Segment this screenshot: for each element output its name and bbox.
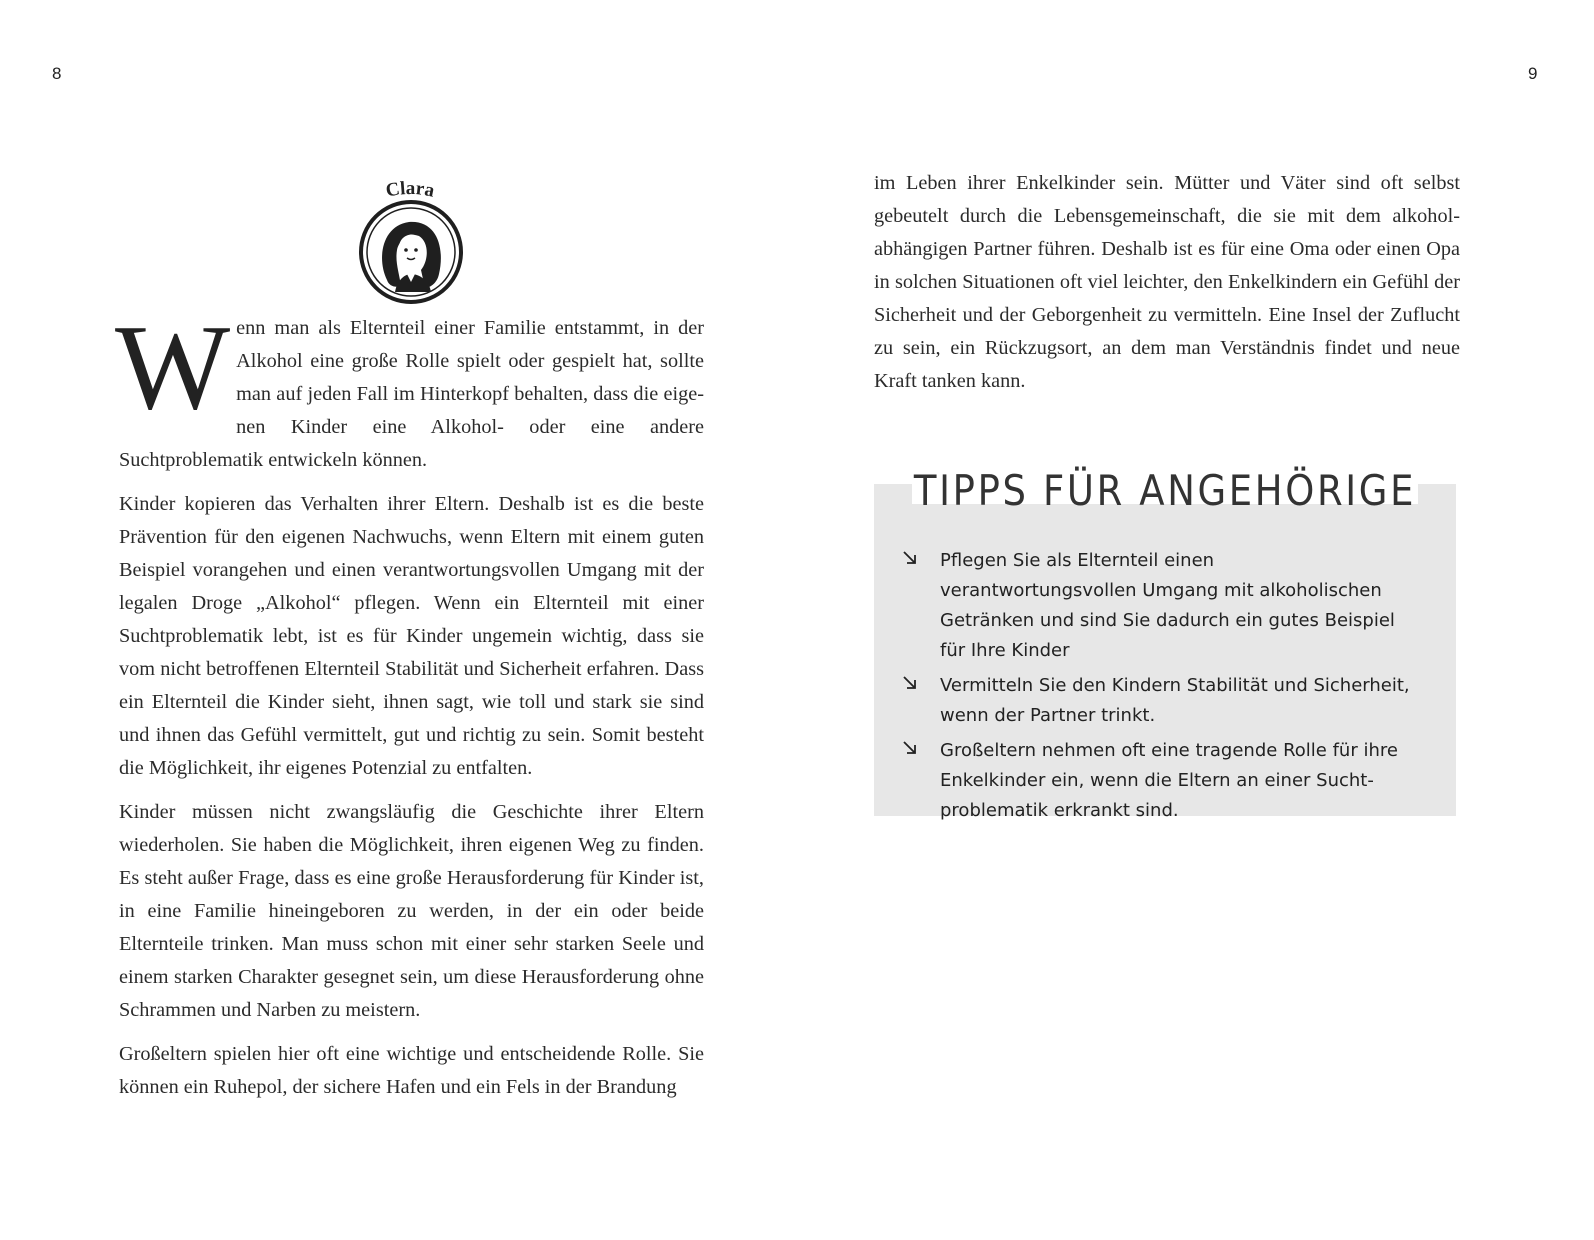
tip-item (902, 736, 1412, 826)
right-column-text (874, 167, 1460, 398)
left-column-text (115, 300, 704, 1115)
woman-portrait-icon (359, 200, 463, 304)
tips-list (902, 546, 1412, 831)
paragraph-continued: im Leben ihrer Enkelkinder sein. Mütter und Väter sind oft selbst gebeutelt durch die Lebensgemeinschaft, die sie mit dem alkoholabhängigen Partner führen. Deshalb ist es für eine Oma oder einen Opa in solchen Situationen oft viel leichter, den Enkelkindern ein Gefühl der Sicherheit und der Geborgenheit zu vermitteln. Eine Insel der Zuflucht zu sein, ein Rückzugsort, an dem man Verständnis findet und neue Kraft tanken kann. (874, 172, 1460, 392)
paragraph-4: Großeltern spielen hier oft eine wichtige und entscheidende Rolle. Sie können ein Ruhepol, der sichere Hafen und ein Fels in der Brandung (119, 1043, 704, 1098)
drop-cap: W (115, 300, 231, 435)
tips-box (874, 466, 1456, 821)
svg-text:Clara: Clara (384, 177, 437, 202)
paragraph-1-text: enn man als Elternteil einer Familie entstammt, in der Alkohol eine große Rolle spielt oder gespielt hat, sollte man auf jeden Fall im Hinterkopf behalten, dass die eigenen Kinder eine Alkohol- oder eine andere Suchtproblematik entwickeln können. (119, 317, 704, 471)
page-number-left: 8 (52, 64, 62, 83)
arrow-down-right-icon (902, 740, 918, 756)
arrow-down-right-icon (902, 675, 918, 691)
author-avatar-block (350, 172, 470, 310)
paragraph-3: Kinder müssen nicht zwangsläufig die Geschichte ihrer Eltern wiederholen. Sie haben die Möglichkeit, ihren eigenen Weg zu finden. Es steht außer Frage, dass es eine große Herausforderung für Kinder ist, in eine Familie hineingeboren zu werden, in der ein oder beide Elternteile trinken. Man muss schon mit einer sehr starken Seele und einem starken Charakter gesegnet sein, um diese Herausforderung ohne Schrammen und Narben zu meistern. (119, 801, 704, 1021)
paragraph-1 (115, 300, 704, 477)
tip-text: Vermitteln Sie den Kindern Stabilität und Sicherheit, wenn der Partner trinkt. (940, 675, 1410, 726)
tip-text: Großeltern nehmen oft eine tragende Rolle für ihre Enkelkinder ein, wenn die Eltern an einer Suchtproblematik erkrankt sind. (940, 740, 1398, 821)
page-number-right: 9 (1528, 64, 1538, 83)
tip-item (902, 546, 1412, 666)
tip-item (902, 671, 1412, 731)
tip-text: Pflegen Sie als Elternteil einen verantwortungsvollen Umgang mit alkoholischen Getränken und sind Sie dadurch ein gutes Beispiel für Ihre Kinder (940, 550, 1395, 661)
paragraph-2: Kinder kopieren das Verhalten ihrer Eltern. Deshalb ist es die beste Prävention für den eigenen Nachwuchs, wenn Eltern mit einem guten Beispiel vorangehen und einen verantwortungsvollen Umgang mit der legalen Droge „Alkohol“ pflegen. Wenn ein Elternteil mit einer Suchtproblematik lebt, ist es für Kinder ungemein wichtig, dass sie vom nicht betroffenen Elternteil Stabilität und Sicherheit erfahren. Dass ein Elternteil die Kinder sieht, ihnen sagt, wie toll und stark sie sind und ihnen das Gefühl vermittelt, gut und richtig zu sein. Somit besteht die Möglichkeit, ihr eigenes Potenzial zu entfalten. (119, 493, 704, 779)
arrow-down-right-icon (902, 550, 918, 566)
tips-title: TIPPS FÜR ANGEHÖRIGE (913, 466, 1417, 515)
